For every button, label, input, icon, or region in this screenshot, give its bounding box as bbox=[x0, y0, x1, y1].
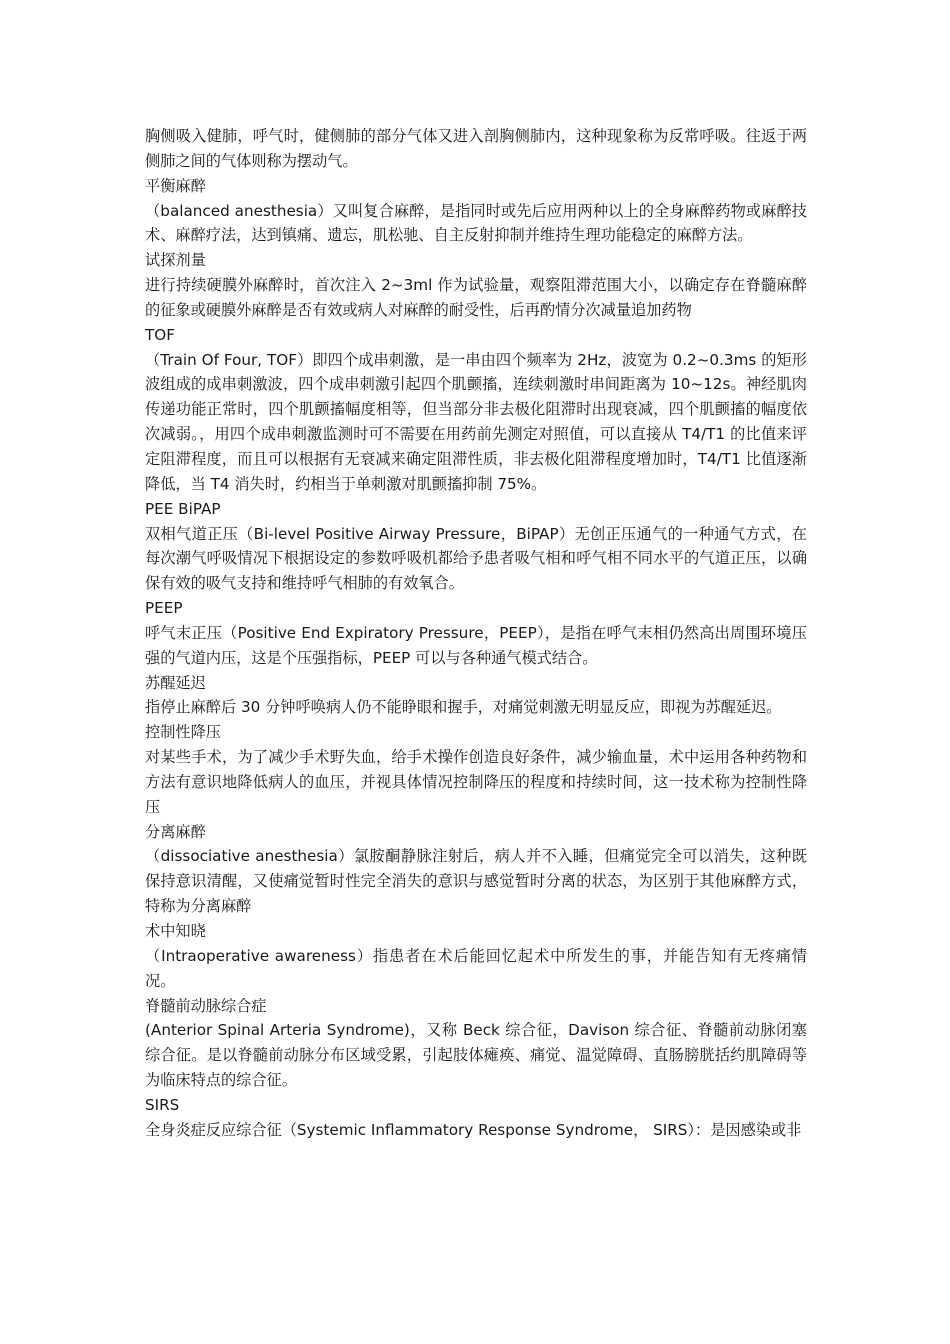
term-test-dose: 试探剂量 bbox=[145, 251, 206, 270]
term-tof: TOF bbox=[145, 325, 175, 344]
term-sirs: SIRS bbox=[145, 1095, 180, 1114]
definition-sirs: 全身炎症反应综合征（Systemic Inflammatory Response Syndrome， SIRS）：是因感染或非 bbox=[145, 1120, 802, 1139]
definition-test-dose: 进行持续硬膜外麻醉时，首次注入 2~3ml 作为试验量，观察阻滞范围大小，以确定存在脊髓麻醉的征象或硬膜外麻醉是否有效或病人对麻醉的耐受性，后再酌情分次减量追加药物 bbox=[145, 276, 807, 319]
intro-paragraph: 胸侧吸入健肺，呼气时，健侧肺的部分气体又进入剖胸侧肺内，这种现象称为反常呼吸。往返于两侧肺之间的气体则称为摆动气。 bbox=[145, 127, 807, 170]
term-anterior-spinal-artery-syndrome: 脊髓前动脉综合症 bbox=[145, 996, 267, 1015]
definition-bipap: 双相气道正压（Bi-level Positive Airway Pressure，BiPAP）无创正压通气的一种通气方式，在每次潮气呼吸情况下根据设定的参数呼吸机都给予患者吸气相和呼气相不同水平的气道正压，以确保有效的吸气支持和维持呼气相肺的有效氧合。 bbox=[145, 524, 807, 593]
term-peep: PEEP bbox=[145, 599, 183, 618]
term-delayed-emergence: 苏醒延迟 bbox=[145, 673, 206, 692]
definition-controlled-hypotension: 对某些手术，为了减少手术野失血，给手术操作创造良好条件，减少输血量，术中运用各种药物和方法有意识地降低病人的血压，并视具体情况控制降压的程度和持续时间，这一技术称为控制性降压 bbox=[145, 748, 807, 816]
definition-peep: 呼气末正压（Positive End Expiratory Pressure，PEEP），是指在呼气末相仍然高出周围环境压强的气道内压，这是个压强指标，PEEP 可以与各种通气模式结合。 bbox=[145, 623, 807, 667]
definition-balanced-anesthesia: （balanced anesthesia）又叫复合麻醉，是指同时或先后应用两种以上的全身麻醉药物或麻醉技术、麻醉疗法，达到镇痛、遗忘，肌松驰、自主反射抑制并维持生理功能稳定的麻醉方法。 bbox=[145, 201, 807, 245]
term-balanced-anesthesia: 平衡麻醉 bbox=[145, 176, 206, 195]
definition-anterior-spinal-artery-syndrome: (Anterior Spinal Arteria Syndrome)，又称 Beck 综合征，Davison 综合征、脊髓前动脉闭塞综合征。是以脊髓前动脉分布区域受累，引起肢体瘫痪、痛觉、温觉障碍、直肠膀胱括约肌障碍等为临床特点的综合征。 bbox=[145, 1021, 807, 1090]
document-page bbox=[145, 124, 807, 1143]
definition-intraoperative-awareness: （Intraoperative awareness）指患者在术后能回忆起术中所发生的事，并能告知有无疼痛情况。 bbox=[145, 946, 807, 990]
definition-tof: （Train Of Four, TOF）即四个成串刺激，是一串由四个频率为 2Hz，波宽为 0.2~0.3ms 的矩形波组成的成串刺激波，四个成串刺激引起四个肌颤搐，连续刺激时串间距离为 10~12s。神经肌肉传递功能正常时，四个肌颤搐幅度相等，但当部分非去极化阻滞时出现衰减，四个肌颤搐的幅度依次减弱。，用四个成串刺激监测时可不需要在用药前先测定对照值，可以直接从 T4/T1 的比值来评定阻滞程度，而且可以根据有无衰减来确定阻滞性质，非去极化阻滞程度增加时，T4/T1 比值逐渐降低，当 T4 消失时，约相当于单刺激对肌颤搐抑制 75%。 bbox=[145, 350, 807, 493]
definition-delayed-emergence: 指停止麻醉后 30 分钟呼唤病人仍不能睁眼和握手，对痛觉刺激无明显反应，即视为苏醒延迟。 bbox=[145, 698, 782, 717]
term-bipap: PEE BiPAP bbox=[145, 499, 221, 518]
term-dissociative-anesthesia: 分离麻醉 bbox=[145, 822, 206, 841]
term-intraoperative-awareness: 术中知晓 bbox=[145, 922, 206, 940]
definition-dissociative-anesthesia: （dissociative anesthesia）氯胺酮静脉注射后，病人并不入睡，但痛觉完全可以消失，这种既保持意识清醒，又使痛觉暂时性完全消失的意识与感觉暂时分离的状态，为区别于其他麻醉方式，特称为分离麻醉 bbox=[145, 847, 807, 916]
term-controlled-hypotension: 控制性降压 bbox=[145, 723, 221, 742]
